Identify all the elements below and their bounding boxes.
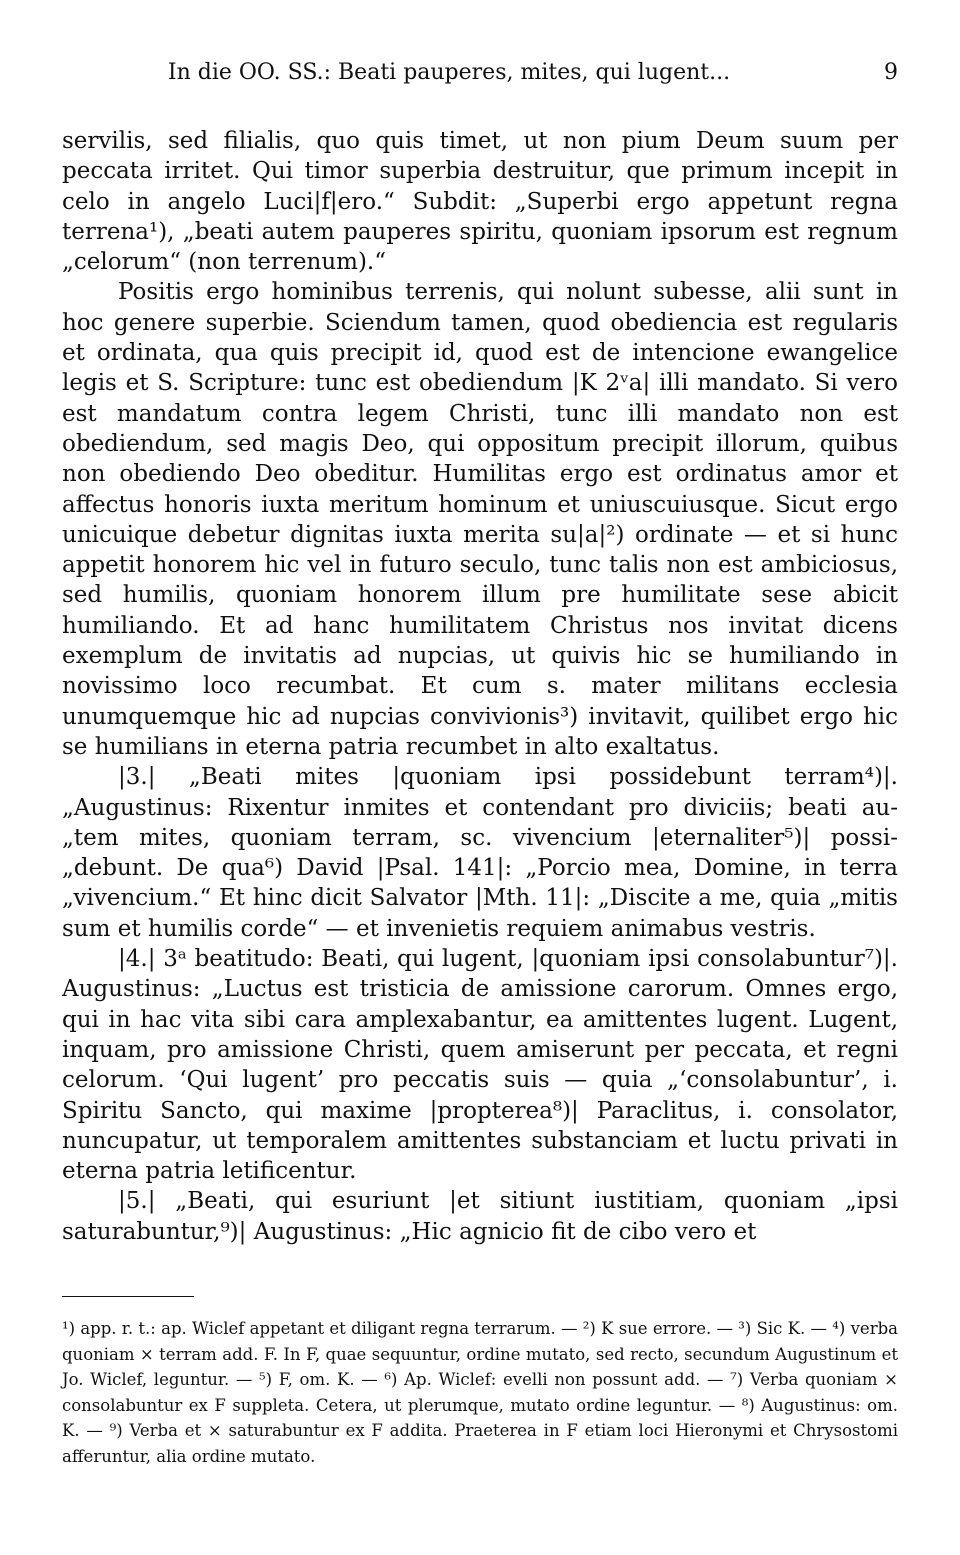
footnote-separator bbox=[62, 1296, 194, 1297]
main-text bbox=[62, 126, 898, 1247]
paragraph-obediencia: Positis ergo hominibus terrenis, qui nolunt subesse, alii sunt in hoc genere superbie. Sciendum tamen, quod obediencia est regularis et ordinata, qua quis precipit id, quod est de intencione ewangelice legis et S. Scripture: tunc est obediendum |K 2ᵛa| illi mandato. Si vero est mandatum contra legem Christi, tunc illi mandato non est obediendum, sed magis Deo, qui oppositum precipit illorum, quibus non obediendo Deo obeditur. Humilitas ergo est ordinatus amor et affectus honoris iuxta meritum hominum et uniuscuiusque. Sicut ergo unicuique debetur dignitas iuxta merita su|a|²) ordinate — et si hunc appetit honorem hic vel in futuro seculo, tunc talis non est ambiciosus, sed humilis, quoniam honorem illum pre humilitate sese abicit humiliando. Et ad hanc humilitatem Christus nos invitat dicens exemplum de invitatis ad nupcias, ut quivis hic se humiliando in novissimo loco recumbat. Et cum s. mater militans ecclesia unumquemque hic ad nupcias convivionis³) invitavit, quilibet ergo hic se humilians in eterna patria recumbet in alto exaltatus. bbox=[62, 279, 898, 760]
paragraph-beati-mites: |3.| „Beati mites |quoniam ipsi possidebunt terram⁴)|. „Augustinus: Rixentur inmites et contendant pro diviciis; beati au- „tem mites, quoniam terram, sc. vivencium |eternaliter⁵)| possi- „debunt. De qua⁶) David |Psal. 141|: „Porcio mea, Domine, in terra „vivencium.“ Et hinc dicit Salvator |Mth. 11|: „Discite a me, quia „mitis sum et humilis corde“ — et invenietis requiem animabus vestris. bbox=[62, 764, 898, 942]
paragraph-qui-esuriunt: |5.| „Beati, qui esuriunt |et sitiunt iustitiam, quoniam „ipsi saturabuntur,⁹)| Augustinus: „Hic agnicio fit de cibo vero et bbox=[62, 1188, 898, 1245]
paragraph-qui-lugent: |4.| 3ᵃ beatitudo: Beati, qui lugent, |quoniam ipsi consolabuntur⁷)|. Augustinus: „Luctus est tristicia de amissione carorum. Omnes ergo, qui in hac vita sibi cara amplexabantur, ea amittentes lugent. Lugent, inquam, pro amissione Christi, quem amiserunt per peccata, et regni celorum. ‘Qui lugent’ pro peccatis suis — quia „‘consolabuntur’, i. Spiritu Sancto, qui maxime |propterea⁸)| Paraclitus, i. consolator, nuncupatur, ut temporalem amittentes substanciam et luctu privati in eterna patria letificentur. bbox=[62, 946, 898, 1185]
footnote-text: ¹) app. r. t.: ap. Wiclef appetant et diligant regna terrarum. — ²) K sue errore. — ³) Sic K. — ⁴) verba quoniam × terram add. F. In F, quae sequuntur, ordine mutato, sed recto, secundum Augustinum et Jo. Wiclef, leguntur. — ⁵) F, om. K. — ⁶) Ap. Wiclef: evelli non possunt add. — ⁷) Verba quoniam × consolabuntur ex F suppleta. Cetera, ut plerumque, mutato ordine leguntur. — ⁸) Augustinus: om. K. — ⁹) Verba et × saturabuntur ex F addita. Praeterea in F etiam loci Hieronymi et Chrysostomi afferuntur, alia ordine mutato. bbox=[62, 1319, 898, 1466]
paragraph-continuation: servilis, sed filialis, quo quis timet, ut non pium Deum suum per peccata irritet. Qui timor superbia destruitur, que primum incepit in celo in angelo Luci|f|ero.“ Subdit: „Superbi ergo appetunt regna terrena¹), „beati autem pauperes spiritu, quoniam ipsorum est regnum „celorum“ (non terrenum).“ bbox=[62, 128, 898, 276]
running-title: In die OO. SS.: Beati pauperes, mites, qui lugent... bbox=[167, 60, 731, 85]
page-number: 9 bbox=[884, 60, 898, 85]
footnotes bbox=[62, 1316, 898, 1469]
